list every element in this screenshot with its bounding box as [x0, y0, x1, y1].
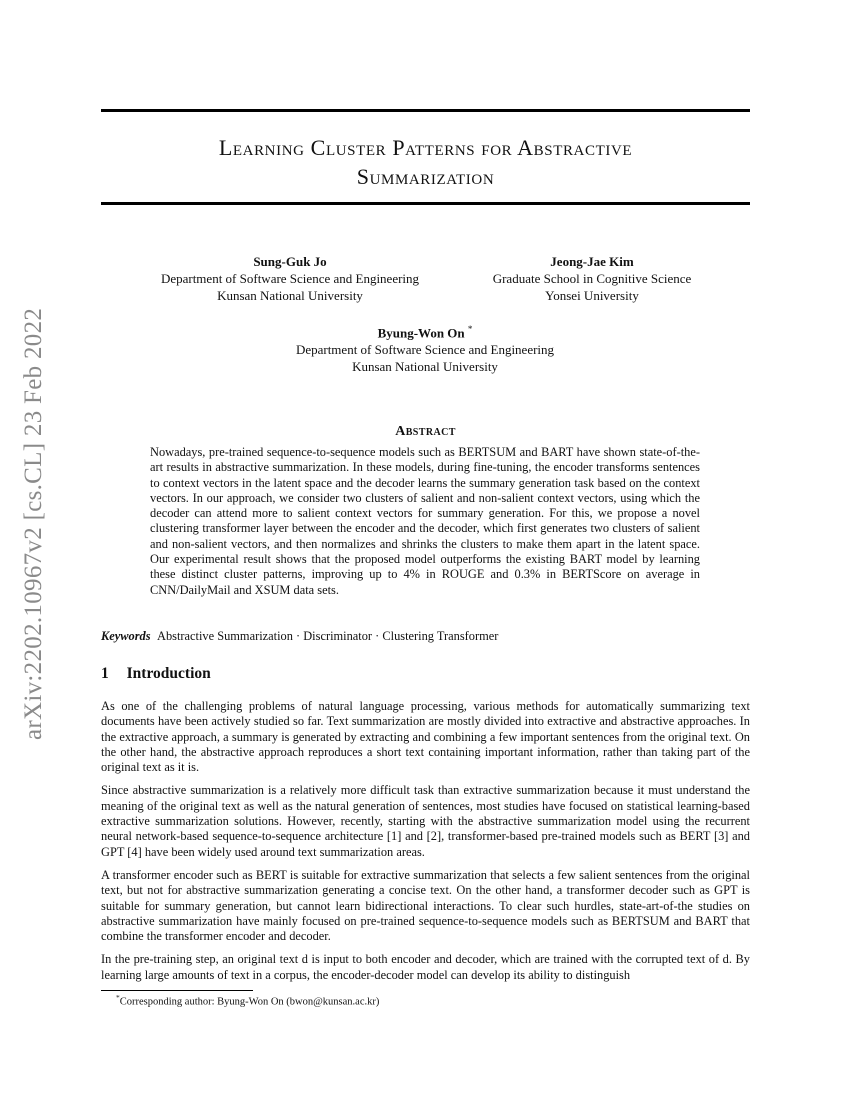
author-name — [245, 321, 605, 341]
paragraph: A transformer encoder such as BERT is suitable for extractive summarization that selects a few salient sentences from the original text, but not for abstractive summarization generating a concise text. On the other hand, a transformer decoder such as GPT is suitable for summary generation, but cannot learn bidirectional interactions. To clear such hurdles, state-art-of-the studies on abstractive summarization have mainly focused on pre-trained sequence-to-sequence models such as BERTSUM and BART that combine the transformer encoder and decoder. — [101, 867, 750, 944]
section-heading-introduction — [101, 665, 211, 683]
corresponding-author-mark: * — [467, 324, 473, 334]
author-block-3 — [245, 321, 605, 375]
title-top-rule — [101, 109, 750, 112]
author-affiliation-institution: Kunsan National University — [217, 288, 363, 303]
author-name-text: Byung-Won On — [377, 325, 465, 341]
author-affiliation-institution: Yonsei University — [545, 288, 639, 303]
title-bottom-rule — [101, 202, 750, 205]
footnote-mark: * — [116, 993, 120, 1002]
author-affiliation-department: Department of Software Science and Engineering — [295, 342, 555, 358]
paragraph: In the pre-training step, an original text d is input to both encoder and decoder, which are trained with the corrupted text of d. By learning large amounts of text in a corpus, the encoder-decoder model can develop its ability to distinguish — [101, 952, 750, 982]
section-number: 1 — [101, 665, 109, 682]
keywords-text: Abstractive Summarization · Discriminator · Clustering Transformer — [157, 629, 499, 643]
author-name: Jeong-Jae Kim — [550, 254, 634, 269]
footnote — [116, 991, 379, 1009]
title-line-1: Learning Cluster Patterns for Abstractive — [218, 135, 633, 160]
paragraph: Since abstractive summarization is a relatively more difficult task than extractive summarization because it must understand the meaning of the original text as well as the natural generation of sentences, most studies have focused on statistical learning-based extractive summarization solutions. However, recently, starting with the abstractive summarization model using the recurrent neural network-based sequence-to-sequence architecture [1] and [2], transformer-based pre-trained models such as BERT [3] and GPT [4] have been widely used around text summarization areas. — [101, 783, 750, 859]
arxiv-identifier-stamp: arXiv:2202.10967v2 [cs.CL] 23 Feb 2022 — [20, 307, 47, 740]
author-block-1 — [130, 253, 450, 304]
author-block-2 — [462, 253, 722, 304]
keywords-line — [101, 629, 750, 644]
keywords-label: Keywords — [101, 629, 151, 643]
author-name: Sung-Guk Jo — [253, 254, 327, 269]
paper-title — [101, 133, 750, 191]
abstract-heading: Abstract — [395, 424, 456, 439]
introduction-body — [101, 699, 750, 991]
footnote-text: Corresponding author: Byung-Won On (bwon@kunsan.ac.kr) — [119, 996, 380, 1008]
paragraph: As one of the challenging problems of natural language processing, various methods for automatically summarizing text documents have been actively studied so far. Text summarization are mostly divided into extractive and abstractive approaches. In the extractive approach, a summary is generated by extracting and combining a few important sentences from the original text. On the other hand, the abstractive approach reproduces a short text containing important information, rather than taking part of the original text as it is. — [101, 699, 750, 775]
author-affiliation-institution: Kunsan National University — [352, 359, 498, 375]
section-title: Introduction — [126, 665, 211, 682]
title-line-2: Summarization — [356, 164, 495, 189]
author-affiliation-department: Department of Software Science and Engineering — [160, 271, 420, 286]
author-affiliation-department: Graduate School in Cognitive Science — [492, 271, 692, 286]
abstract-text: Nowadays, pre-trained sequence-to-sequence models such as BERTSUM and BART have shown state-of-the-art results in abstractive summarization. In these models, during fine-tuning, the encoder transforms sentences to context vectors in the latent space and the decoder learns the summary generation task based on the context vectors. In our approach, we consider two clusters of salient and non-salient context vectors, using which the decoder can attend more to salient context vectors for summary generation. For this, we propose a novel clustering transformer layer between the encoder and the decoder, which first generates two clusters of salient and non-salient vectors, and then normalizes and shrinks the clusters to make them apart in the latent space. Our experimental result shows that the proposed model outperforms the existing BART model by learning these distinct cluster patterns, improving up to 4% in ROUGE and 0.3% in BERTScore on average in CNN/DailyMail and XSUM data sets. — [150, 445, 700, 597]
